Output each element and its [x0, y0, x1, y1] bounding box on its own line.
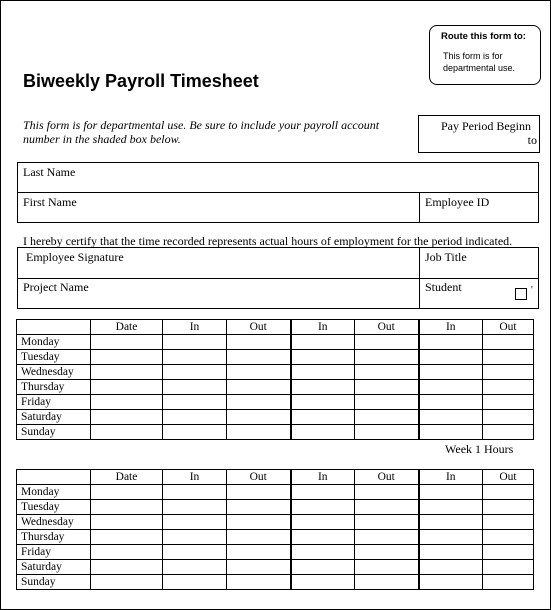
header-date: Date — [91, 320, 163, 335]
table-row — [17, 365, 534, 380]
day-label: Monday — [17, 335, 91, 350]
header-out: Out — [227, 320, 291, 335]
date-cell[interactable] — [91, 395, 163, 410]
date-cell[interactable] — [91, 410, 163, 425]
table-row — [17, 545, 534, 560]
header-blank — [17, 470, 91, 485]
date-cell[interactable] — [91, 485, 163, 500]
time-cell[interactable] — [227, 350, 291, 365]
table-row — [17, 530, 534, 545]
time-cell[interactable] — [419, 575, 483, 590]
date-cell[interactable] — [91, 350, 163, 365]
time-cell[interactable] — [163, 530, 227, 545]
time-cell[interactable] — [483, 500, 534, 515]
week1-table — [16, 319, 534, 440]
time-cell[interactable] — [355, 410, 419, 425]
day-label: Tuesday — [17, 500, 91, 515]
day-label: Thursday — [17, 380, 91, 395]
time-cell[interactable] — [355, 485, 419, 500]
time-cell[interactable] — [227, 395, 291, 410]
time-cell[interactable] — [355, 365, 419, 380]
time-cell[interactable] — [163, 380, 227, 395]
time-cell[interactable] — [483, 335, 534, 350]
table-row — [17, 350, 534, 365]
time-cell[interactable] — [291, 575, 355, 590]
time-cell[interactable] — [483, 545, 534, 560]
time-cell[interactable] — [291, 530, 355, 545]
project-row — [17, 278, 539, 309]
table-row — [17, 335, 534, 350]
time-cell[interactable] — [483, 530, 534, 545]
time-cell[interactable] — [163, 350, 227, 365]
time-cell[interactable] — [419, 410, 483, 425]
time-cell[interactable] — [227, 485, 291, 500]
time-cell[interactable] — [291, 380, 355, 395]
table-row — [17, 500, 534, 515]
first-name-row — [17, 192, 539, 223]
time-cell[interactable] — [419, 380, 483, 395]
day-label: Saturday — [17, 560, 91, 575]
time-cell[interactable] — [227, 530, 291, 545]
date-cell[interactable] — [91, 560, 163, 575]
time-cell[interactable] — [291, 500, 355, 515]
day-label: Monday — [17, 485, 91, 500]
header-out: Out — [355, 320, 419, 335]
time-cell[interactable] — [419, 335, 483, 350]
day-label: Wednesday — [17, 515, 91, 530]
time-cell[interactable] — [291, 410, 355, 425]
project-name-label: Project Name — [23, 280, 89, 294]
date-cell[interactable] — [91, 500, 163, 515]
time-cell[interactable] — [291, 515, 355, 530]
time-cell[interactable] — [355, 395, 419, 410]
time-cell[interactable] — [227, 575, 291, 590]
time-cell[interactable] — [419, 515, 483, 530]
day-label: Thursday — [17, 530, 91, 545]
date-cell[interactable] — [91, 380, 163, 395]
time-cell[interactable] — [163, 500, 227, 515]
time-cell[interactable] — [163, 485, 227, 500]
time-cell[interactable] — [419, 350, 483, 365]
time-cell[interactable] — [419, 425, 483, 440]
date-cell[interactable] — [91, 530, 163, 545]
time-cell[interactable] — [355, 530, 419, 545]
pay-period-label: Pay Period Beginn — [441, 119, 531, 133]
time-cell[interactable] — [163, 395, 227, 410]
pay-period-box[interactable] — [418, 115, 540, 153]
time-cell[interactable] — [483, 365, 534, 380]
header-in: In — [291, 470, 355, 485]
time-cell[interactable] — [227, 380, 291, 395]
last-name-label: Last Name — [23, 165, 76, 179]
time-cell[interactable] — [419, 545, 483, 560]
time-cell[interactable] — [227, 410, 291, 425]
table-row — [17, 560, 534, 575]
first-name-field[interactable] — [18, 193, 419, 222]
time-cell[interactable] — [291, 395, 355, 410]
time-cell[interactable] — [483, 380, 534, 395]
time-cell[interactable] — [291, 425, 355, 440]
header-in: In — [163, 320, 227, 335]
time-cell[interactable] — [227, 500, 291, 515]
date-cell[interactable] — [91, 545, 163, 560]
time-cell[interactable] — [483, 410, 534, 425]
time-cell[interactable] — [419, 530, 483, 545]
table-row — [17, 515, 534, 530]
pay-period-to: to — [527, 133, 537, 147]
date-cell[interactable] — [91, 365, 163, 380]
project-name-field[interactable] — [18, 279, 419, 308]
time-cell[interactable] — [419, 500, 483, 515]
table-row — [17, 575, 534, 590]
time-cell[interactable] — [227, 425, 291, 440]
time-cell[interactable] — [355, 350, 419, 365]
header-out: Out — [227, 470, 291, 485]
day-label: Tuesday — [17, 350, 91, 365]
job-title-label: Job Title — [425, 250, 467, 264]
date-cell[interactable] — [91, 575, 163, 590]
route-box — [429, 25, 541, 85]
time-cell[interactable] — [163, 365, 227, 380]
time-cell[interactable] — [355, 500, 419, 515]
day-label: Wednesday — [17, 365, 91, 380]
time-cell[interactable] — [419, 395, 483, 410]
form-title: Biweekly Payroll Timesheet — [23, 71, 259, 91]
time-cell[interactable] — [355, 335, 419, 350]
time-cell[interactable] — [227, 365, 291, 380]
header-in: In — [419, 470, 483, 485]
time-cell[interactable] — [163, 560, 227, 575]
header-out: Out — [355, 470, 419, 485]
signature-row — [17, 247, 539, 279]
header-out: Out — [483, 320, 534, 335]
employee-id-field[interactable] — [419, 193, 539, 222]
time-cell[interactable] — [163, 575, 227, 590]
week2-header-row — [17, 470, 534, 485]
route-title: Route this form to: — [441, 31, 526, 42]
table-row — [17, 485, 534, 500]
table-row — [17, 380, 534, 395]
last-name-field[interactable] — [17, 162, 539, 193]
student-checkbox-suffix: ' — [531, 285, 533, 296]
time-cell[interactable] — [163, 425, 227, 440]
time-cell[interactable] — [291, 365, 355, 380]
time-cell[interactable] — [227, 560, 291, 575]
student-checkbox[interactable] — [515, 288, 527, 300]
employee-signature-label: Employee Signature — [26, 250, 124, 264]
time-cell[interactable] — [483, 515, 534, 530]
date-cell[interactable] — [91, 335, 163, 350]
time-cell[interactable] — [483, 395, 534, 410]
route-text: This form is for departmental use. — [443, 51, 516, 73]
time-cell[interactable] — [355, 545, 419, 560]
time-cell[interactable] — [227, 335, 291, 350]
time-cell[interactable] — [355, 425, 419, 440]
employee-id-label: Employee ID — [425, 195, 490, 209]
time-cell[interactable] — [483, 425, 534, 440]
job-title-field[interactable] — [419, 248, 539, 278]
header-date: Date — [91, 470, 163, 485]
header-in: In — [419, 320, 483, 335]
time-cell[interactable] — [483, 485, 534, 500]
time-cell[interactable] — [291, 560, 355, 575]
time-cell[interactable] — [227, 545, 291, 560]
day-label: Sunday — [17, 425, 91, 440]
time-cell[interactable] — [355, 575, 419, 590]
week1-hours-label: Week 1 Hours — [445, 442, 514, 456]
header-blank — [17, 320, 91, 335]
time-cell[interactable] — [163, 515, 227, 530]
time-cell[interactable] — [419, 485, 483, 500]
date-cell[interactable] — [91, 515, 163, 530]
employee-signature-field[interactable] — [18, 248, 419, 278]
header-in: In — [291, 320, 355, 335]
time-cell[interactable] — [291, 350, 355, 365]
week2-table — [16, 469, 534, 590]
first-name-label: First Name — [23, 195, 77, 209]
day-label: Sunday — [17, 575, 91, 590]
time-cell[interactable] — [483, 575, 534, 590]
intro-text: This form is for departmental use. Be sure to include your payroll account number in the shaded box below. — [23, 118, 380, 146]
day-label: Saturday — [17, 410, 91, 425]
time-cell[interactable] — [483, 350, 534, 365]
certification-statement: I hereby certify that the time recorded represents actual hours of employment for the period indicated. — [23, 234, 513, 248]
time-cell[interactable] — [355, 560, 419, 575]
time-cell[interactable] — [419, 560, 483, 575]
time-cell[interactable] — [355, 380, 419, 395]
time-cell[interactable] — [163, 545, 227, 560]
time-cell[interactable] — [291, 545, 355, 560]
day-label: Friday — [17, 545, 91, 560]
table-row — [17, 395, 534, 410]
time-cell[interactable] — [355, 515, 419, 530]
time-cell[interactable] — [227, 515, 291, 530]
day-label: Friday — [17, 395, 91, 410]
time-cell[interactable] — [291, 485, 355, 500]
header-in: In — [163, 470, 227, 485]
time-cell[interactable] — [419, 365, 483, 380]
student-label: Student — [425, 280, 462, 294]
table-row — [17, 425, 534, 440]
week1-header-row — [17, 320, 534, 335]
time-cell[interactable] — [291, 335, 355, 350]
time-cell[interactable] — [163, 335, 227, 350]
table-row — [17, 410, 534, 425]
date-cell[interactable] — [91, 425, 163, 440]
time-cell[interactable] — [483, 560, 534, 575]
header-out: Out — [483, 470, 534, 485]
time-cell[interactable] — [163, 410, 227, 425]
